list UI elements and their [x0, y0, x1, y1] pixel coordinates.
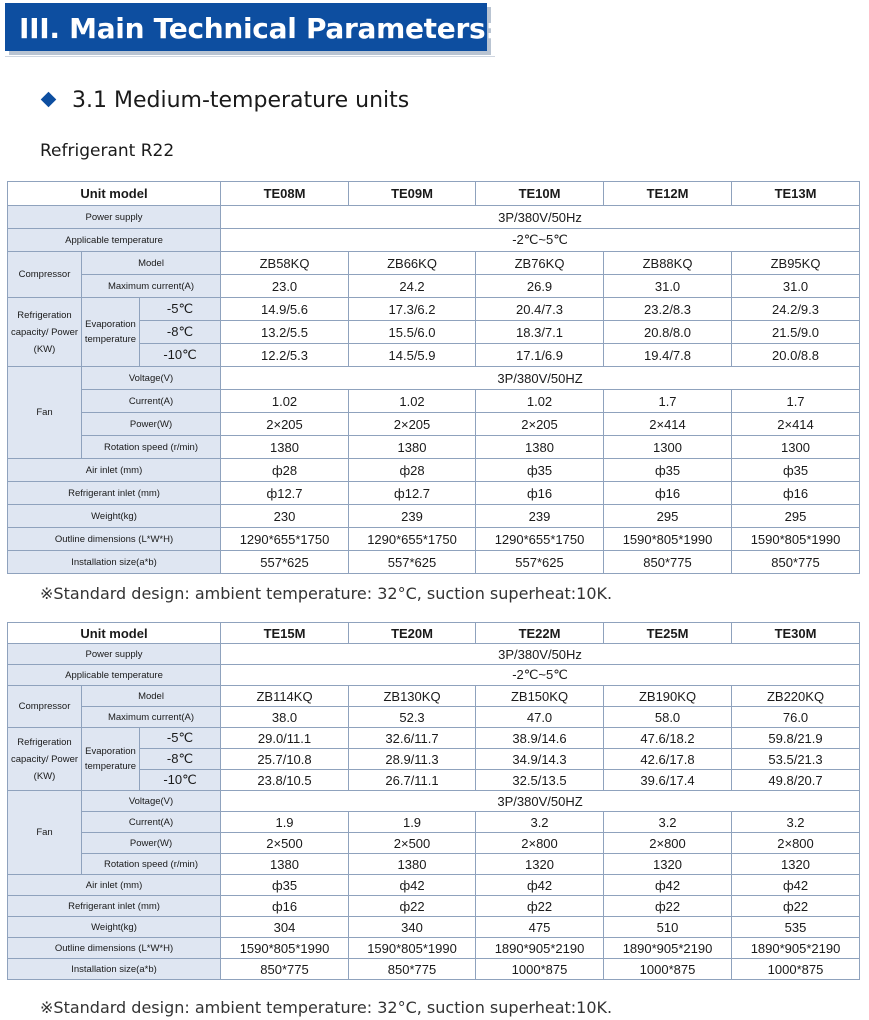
installation-cell: 1000*875: [604, 959, 732, 980]
row-air-inlet: [8, 875, 860, 896]
max-current-label: Maximum current(A): [82, 275, 221, 298]
capacity-cell: 14.5/5.9: [349, 344, 476, 367]
row-fan-voltage: [8, 367, 860, 390]
weight-cell: 510: [604, 917, 732, 938]
weight-cell: 239: [349, 505, 476, 528]
outline-cell: 1590*805*1990: [732, 528, 860, 551]
compressor-model-cell: ZB95KQ: [732, 252, 860, 275]
max-current-cell: 38.0: [221, 707, 349, 728]
installation-cell: 850*775: [349, 959, 476, 980]
model-cell: TE30M: [732, 623, 860, 644]
temp-minus5-label: -5℃: [140, 298, 221, 321]
spec-table-2: [7, 622, 860, 980]
outline-cell: 1890*905*2190: [604, 938, 732, 959]
row-max-current: [8, 707, 860, 728]
row-compressor-model: [8, 686, 860, 707]
capacity-cell: 47.6/18.2: [604, 728, 732, 749]
fan-current-cell: 1.9: [221, 812, 349, 833]
rotation-speed-cell: 1320: [476, 854, 604, 875]
refrigerant-label: Refrigerant R22: [40, 141, 175, 161]
max-current-label: Maximum current(A): [82, 707, 221, 728]
temp-minus8-label: -8℃: [140, 749, 221, 770]
capacity-cell: 29.0/11.1: [221, 728, 349, 749]
weight-cell: 304: [221, 917, 349, 938]
unit-model-label: Unit model: [8, 182, 221, 206]
section-banner: [5, 3, 497, 51]
fan-power-cell: 2×414: [604, 413, 732, 436]
installation-cell: 1000*875: [732, 959, 860, 980]
capacity-cell: 18.3/7.1: [476, 321, 604, 344]
row-applicable-temperature: [8, 665, 860, 686]
air-inlet-cell: ф35: [476, 459, 604, 482]
compressor-model-cell: ZB190KQ: [604, 686, 732, 707]
capacity-cell: 15.5/6.0: [349, 321, 476, 344]
rotation-speed-cell: 1300: [604, 436, 732, 459]
max-current-cell: 31.0: [732, 275, 860, 298]
max-current-cell: 52.3: [349, 707, 476, 728]
installation-cell: 1000*875: [476, 959, 604, 980]
temp-minus8-label: -8℃: [140, 321, 221, 344]
refrigerant-inlet-cell: ф16: [732, 482, 860, 505]
fan-current-cell: 3.2: [604, 812, 732, 833]
capacity-cell: 26.7/11.1: [349, 770, 476, 791]
standard-design-note: ※Standard design: ambient temperature: 32°C, suction superheat:10K.: [40, 584, 613, 603]
banner-title: III. Main Technical Parameters:: [19, 12, 497, 45]
compressor-model-cell: ZB66KQ: [349, 252, 476, 275]
fan-power-cell: 2×800: [732, 833, 860, 854]
compressor-label: Compressor: [8, 252, 82, 298]
refrigeration-capacity-label: Refrigeration capacity/ Power (KW): [8, 298, 82, 367]
fan-voltage-value: 3P/380V/50HZ: [221, 791, 860, 812]
row-power-supply: [8, 644, 860, 665]
weight-cell: 295: [732, 505, 860, 528]
power-label: Power(W): [82, 413, 221, 436]
fan-current-cell: 3.2: [732, 812, 860, 833]
row-capacity-m5: [8, 298, 860, 321]
model-cell: TE22M: [476, 623, 604, 644]
air-inlet-label: Air inlet (mm): [8, 875, 221, 896]
weight-cell: 239: [476, 505, 604, 528]
weight-cell: 340: [349, 917, 476, 938]
rotation-speed-cell: 1320: [604, 854, 732, 875]
model-cell: TE08M: [221, 182, 349, 206]
row-unit-model: [8, 182, 860, 206]
current-label: Current(A): [82, 812, 221, 833]
fan-current-cell: 1.7: [732, 390, 860, 413]
refrigerant-inlet-cell: ф22: [604, 896, 732, 917]
air-inlet-cell: ф28: [221, 459, 349, 482]
compressor-model-cell: ZB88KQ: [604, 252, 732, 275]
installation-cell: 557*625: [476, 551, 604, 574]
fan-power-cell: 2×205: [349, 413, 476, 436]
max-current-cell: 31.0: [604, 275, 732, 298]
fan-current-cell: 3.2: [476, 812, 604, 833]
installation-cell: 557*625: [221, 551, 349, 574]
row-max-current: [8, 275, 860, 298]
refrigerant-inlet-cell: ф16: [221, 896, 349, 917]
capacity-cell: 53.5/21.3: [732, 749, 860, 770]
fan-power-cell: 2×414: [732, 413, 860, 436]
outline-dimensions-label: Outline dimensions (L*W*H): [8, 938, 221, 959]
air-inlet-cell: ф42: [349, 875, 476, 896]
power-supply-label: Power supply: [8, 644, 221, 665]
spec-table-1: [7, 181, 860, 574]
capacity-cell: 34.9/14.3: [476, 749, 604, 770]
capacity-cell: 59.8/21.9: [732, 728, 860, 749]
row-outline-dimensions: [8, 938, 860, 959]
row-installation-size: [8, 959, 860, 980]
row-capacity-m5: [8, 728, 860, 749]
capacity-cell: 32.6/11.7: [349, 728, 476, 749]
fan-label: Fan: [8, 791, 82, 875]
air-inlet-cell: ф28: [349, 459, 476, 482]
power-label: Power(W): [82, 833, 221, 854]
max-current-cell: 76.0: [732, 707, 860, 728]
fan-power-cell: 2×800: [604, 833, 732, 854]
rotation-speed-cell: 1380: [221, 436, 349, 459]
temp-minus10-label: -10℃: [140, 770, 221, 791]
fan-power-cell: 2×205: [221, 413, 349, 436]
model-cell: TE13M: [732, 182, 860, 206]
weight-cell: 535: [732, 917, 860, 938]
row-applicable-temperature: [8, 229, 860, 252]
row-weight: [8, 917, 860, 938]
outline-cell: 1590*805*1990: [349, 938, 476, 959]
section-title: 3.1 Medium-temperature units: [72, 88, 410, 113]
air-inlet-cell: ф42: [604, 875, 732, 896]
capacity-cell: 23.2/8.3: [604, 298, 732, 321]
weight-cell: 475: [476, 917, 604, 938]
refrigerant-inlet-cell: ф22: [349, 896, 476, 917]
outline-cell: 1290*655*1750: [349, 528, 476, 551]
row-installation-size: [8, 551, 860, 574]
voltage-label: Voltage(V): [82, 367, 221, 390]
fan-current-cell: 1.7: [604, 390, 732, 413]
compressor-model-cell: ZB58KQ: [221, 252, 349, 275]
compressor-model-cell: ZB114KQ: [221, 686, 349, 707]
applicable-temperature-label: Applicable temperature: [8, 665, 221, 686]
row-fan-current: [8, 390, 860, 413]
applicable-temperature-label: Applicable temperature: [8, 229, 221, 252]
compressor-model-cell: ZB220KQ: [732, 686, 860, 707]
outline-dimensions-label: Outline dimensions (L*W*H): [8, 528, 221, 551]
model-cell: TE15M: [221, 623, 349, 644]
weight-label: Weight(kg): [8, 505, 221, 528]
capacity-cell: 32.5/13.5: [476, 770, 604, 791]
diamond-bullet-icon: [41, 92, 57, 108]
row-compressor-model: [8, 252, 860, 275]
unit-model-label: Unit model: [8, 623, 221, 644]
fan-power-cell: 2×205: [476, 413, 604, 436]
capacity-cell: 49.8/20.7: [732, 770, 860, 791]
outline-cell: 1590*805*1990: [604, 528, 732, 551]
power-supply-label: Power supply: [8, 206, 221, 229]
row-fan-voltage: [8, 791, 860, 812]
installation-cell: 557*625: [349, 551, 476, 574]
fan-power-cell: 2×500: [221, 833, 349, 854]
fan-current-cell: 1.02: [221, 390, 349, 413]
air-inlet-cell: ф35: [732, 459, 860, 482]
capacity-cell: 28.9/11.3: [349, 749, 476, 770]
max-current-cell: 47.0: [476, 707, 604, 728]
row-rotation-speed: [8, 854, 860, 875]
capacity-cell: 24.2/9.3: [732, 298, 860, 321]
refrigerant-inlet-label: Refrigerant inlet (mm): [8, 482, 221, 505]
capacity-cell: 42.6/17.8: [604, 749, 732, 770]
capacity-cell: 20.4/7.3: [476, 298, 604, 321]
row-refrigerant-inlet: [8, 482, 860, 505]
max-current-cell: 58.0: [604, 707, 732, 728]
capacity-cell: 39.6/17.4: [604, 770, 732, 791]
model-label: Model: [82, 252, 221, 275]
model-label: Model: [82, 686, 221, 707]
rotation-speed-label: Rotation speed (r/min): [82, 854, 221, 875]
rotation-speed-cell: 1380: [221, 854, 349, 875]
divider: [5, 56, 495, 57]
air-inlet-cell: ф35: [604, 459, 732, 482]
evaporation-temperature-label: Evaporation temperature: [82, 728, 140, 791]
row-fan-power: [8, 413, 860, 436]
row-rotation-speed: [8, 436, 860, 459]
model-cell: TE20M: [349, 623, 476, 644]
air-inlet-cell: ф42: [476, 875, 604, 896]
weight-cell: 295: [604, 505, 732, 528]
fan-power-cell: 2×800: [476, 833, 604, 854]
installation-cell: 850*775: [604, 551, 732, 574]
refrigerant-inlet-cell: ф12.7: [221, 482, 349, 505]
temp-minus5-label: -5℃: [140, 728, 221, 749]
voltage-label: Voltage(V): [82, 791, 221, 812]
standard-design-note: ※Standard design: ambient temperature: 32°C, suction superheat:10K.: [40, 998, 613, 1017]
weight-label: Weight(kg): [8, 917, 221, 938]
model-cell: TE25M: [604, 623, 732, 644]
refrigerant-inlet-cell: ф16: [476, 482, 604, 505]
row-outline-dimensions: [8, 528, 860, 551]
fan-power-cell: 2×500: [349, 833, 476, 854]
capacity-cell: 12.2/5.3: [221, 344, 349, 367]
air-inlet-cell: ф42: [732, 875, 860, 896]
compressor-model-cell: ZB130KQ: [349, 686, 476, 707]
row-air-inlet: [8, 459, 860, 482]
capacity-cell: 14.9/5.6: [221, 298, 349, 321]
outline-cell: 1290*655*1750: [221, 528, 349, 551]
row-refrigerant-inlet: [8, 896, 860, 917]
air-inlet-label: Air inlet (mm): [8, 459, 221, 482]
compressor-label: Compressor: [8, 686, 82, 728]
weight-cell: 230: [221, 505, 349, 528]
rotation-speed-cell: 1380: [349, 436, 476, 459]
section-heading: [40, 88, 409, 113]
outline-cell: 1290*655*1750: [476, 528, 604, 551]
model-cell: TE09M: [349, 182, 476, 206]
row-unit-model: [8, 623, 860, 644]
capacity-cell: 17.3/6.2: [349, 298, 476, 321]
max-current-cell: 23.0: [221, 275, 349, 298]
rotation-speed-cell: 1300: [732, 436, 860, 459]
air-inlet-cell: ф35: [221, 875, 349, 896]
rotation-speed-label: Rotation speed (r/min): [82, 436, 221, 459]
row-fan-current: [8, 812, 860, 833]
outline-cell: 1590*805*1990: [221, 938, 349, 959]
capacity-cell: 38.9/14.6: [476, 728, 604, 749]
refrigeration-capacity-label: Refrigeration capacity/ Power (KW): [8, 728, 82, 791]
capacity-cell: 23.8/10.5: [221, 770, 349, 791]
installation-cell: 850*775: [221, 959, 349, 980]
max-current-cell: 26.9: [476, 275, 604, 298]
outline-cell: 1890*905*2190: [732, 938, 860, 959]
model-cell: TE10M: [476, 182, 604, 206]
applicable-temperature-value: -2℃~5℃: [221, 229, 860, 252]
power-supply-value: 3P/380V/50Hz: [221, 644, 860, 665]
capacity-cell: 21.5/9.0: [732, 321, 860, 344]
capacity-cell: 19.4/7.8: [604, 344, 732, 367]
model-cell: TE12M: [604, 182, 732, 206]
capacity-cell: 20.0/8.8: [732, 344, 860, 367]
refrigerant-inlet-label: Refrigerant inlet (mm): [8, 896, 221, 917]
rotation-speed-cell: 1380: [476, 436, 604, 459]
temp-minus10-label: -10℃: [140, 344, 221, 367]
power-supply-value: 3P/380V/50Hz: [221, 206, 860, 229]
installation-size-label: Installation size(a*b): [8, 551, 221, 574]
rotation-speed-cell: 1380: [349, 854, 476, 875]
capacity-cell: 13.2/5.5: [221, 321, 349, 344]
row-power-supply: [8, 206, 860, 229]
installation-cell: 850*775: [732, 551, 860, 574]
rotation-speed-cell: 1320: [732, 854, 860, 875]
refrigerant-inlet-cell: ф22: [476, 896, 604, 917]
compressor-model-cell: ZB150KQ: [476, 686, 604, 707]
max-current-cell: 24.2: [349, 275, 476, 298]
refrigerant-inlet-cell: ф12.7: [349, 482, 476, 505]
fan-label: Fan: [8, 367, 82, 459]
applicable-temperature-value: -2℃~5℃: [221, 665, 860, 686]
capacity-cell: 17.1/6.9: [476, 344, 604, 367]
refrigerant-inlet-cell: ф22: [732, 896, 860, 917]
installation-size-label: Installation size(a*b): [8, 959, 221, 980]
fan-current-cell: 1.9: [349, 812, 476, 833]
capacity-cell: 20.8/8.0: [604, 321, 732, 344]
fan-current-cell: 1.02: [476, 390, 604, 413]
refrigerant-inlet-cell: ф16: [604, 482, 732, 505]
current-label: Current(A): [82, 390, 221, 413]
outline-cell: 1890*905*2190: [476, 938, 604, 959]
fan-voltage-value: 3P/380V/50HZ: [221, 367, 860, 390]
capacity-cell: 25.7/10.8: [221, 749, 349, 770]
compressor-model-cell: ZB76KQ: [476, 252, 604, 275]
row-fan-power: [8, 833, 860, 854]
row-weight: [8, 505, 860, 528]
evaporation-temperature-label: Evaporation temperature: [82, 298, 140, 367]
fan-current-cell: 1.02: [349, 390, 476, 413]
